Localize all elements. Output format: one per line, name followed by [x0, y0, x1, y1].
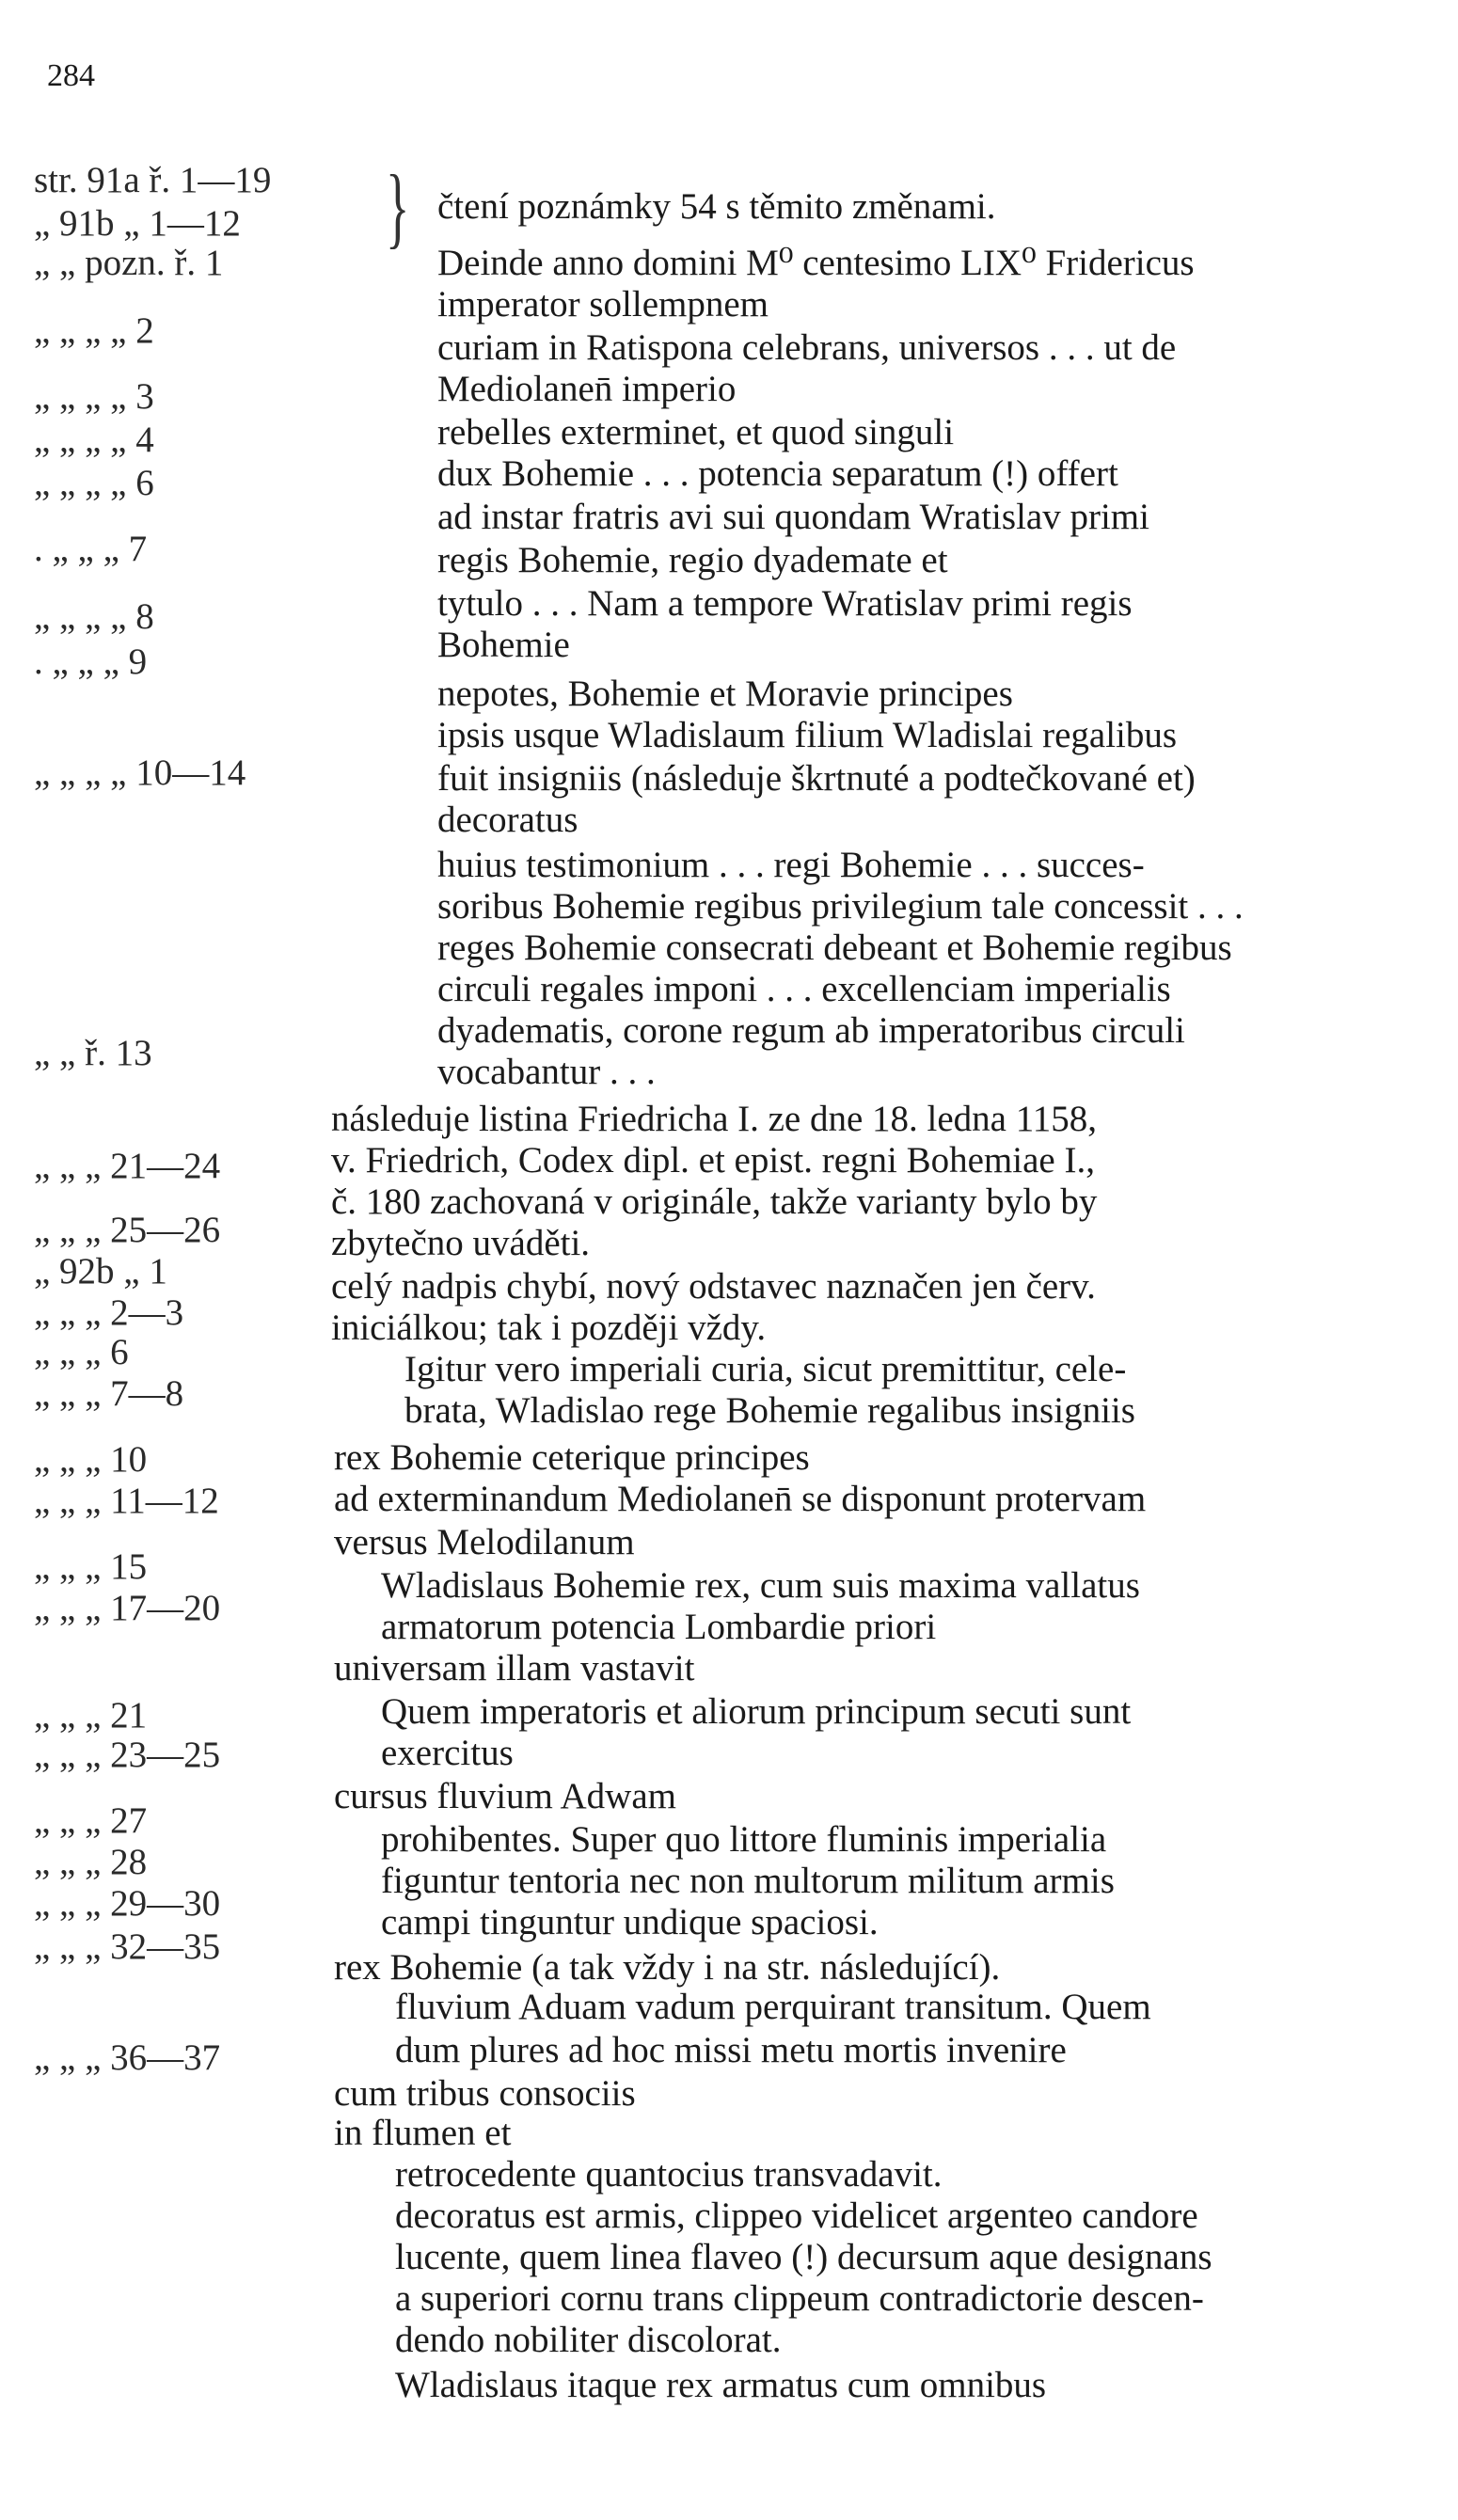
text-line: reges Bohemie consecrati debeant et Bohemie regibus: [437, 927, 1232, 968]
line-reference: „ „ „ 17—20: [34, 1588, 221, 1628]
line-reference: „ „ „ 15: [34, 1546, 148, 1587]
line-reference: „ „ „ 32—35: [34, 1926, 221, 1967]
text-line: versus Melodilanum: [334, 1522, 635, 1562]
text-line: retrocedente quantocius transvadavit.: [395, 2154, 943, 2195]
text-line: campi tinguntur undique spaciosi.: [381, 1902, 879, 1942]
text-line: regis Bohemie, regio dyademate et: [437, 540, 948, 580]
line-reference: „ „ „ 23—25: [34, 1735, 221, 1775]
line-reference: „ „ „ 11—12: [34, 1481, 219, 1521]
text-line: ipsis usque Wladislaum filium Wladislai regalibus: [437, 715, 1178, 755]
text-line: rebelles exterminet, et quod singuli: [437, 412, 955, 452]
text-line: čtení poznámky 54 s těmito změnami.: [437, 186, 996, 227]
text-line: imperator sollempnem: [437, 284, 769, 325]
text-line: následuje listina Friedricha I. ze dne 18. ledna 1158,: [331, 1099, 1098, 1139]
text-line: curiam in Ratispona celebrans, universos . . . ut de: [437, 327, 1177, 368]
line-reference: „ „ „ 27: [34, 1800, 148, 1841]
text-line: a superiori cornu trans clippeum contradictorie descen-: [395, 2278, 1204, 2319]
text-line: brata, Wladislao rege Bohemie regalibus insigniis: [404, 1390, 1135, 1431]
text-line: prohibentes. Super quo littore fluminis imperialia: [381, 1819, 1107, 1860]
text-line: exercitus: [381, 1733, 514, 1773]
text-line: figuntur tentoria nec non multorum militum armis: [381, 1861, 1115, 1901]
text-line: dux Bohemie . . . potencia separatum (!) offert: [437, 453, 1118, 494]
line-reference: „ „ ř. 13: [34, 1033, 152, 1073]
text-line: lucente, quem linea flaveo (!) decursum aque designans: [395, 2237, 1212, 2277]
text-line: v. Friedrich, Codex dipl. et epist. regni Bohemiae I.,: [331, 1140, 1095, 1181]
text-line: decoratus est armis, clippeo videlicet argenteo candore: [395, 2195, 1198, 2236]
text-line: cum tribus consociis: [334, 2073, 636, 2114]
text-line: rex Bohemie ceterique principes: [334, 1437, 810, 1478]
text-line: celý nadpis chybí, nový odstavec naznačen jen červ.: [331, 1266, 1096, 1307]
line-reference: . „ „ „ 7: [34, 529, 148, 569]
text-line: rex Bohemie (a tak vždy i na str. následující).: [334, 1947, 1001, 1988]
text-line: Mediolanen̄ imperio: [437, 369, 737, 409]
line-reference: „ „ „ „ 3: [34, 376, 154, 417]
line-reference: „ „ „ „ 2: [34, 310, 154, 351]
text-line: Wladislaus itaque rex armatus cum omnibus: [395, 2365, 1047, 2405]
text-line: nepotes, Bohemie et Moravie principes: [437, 674, 1013, 714]
text-line: zbytečno uváděti.: [331, 1223, 591, 1263]
line-reference: „ „ „ 25—26: [34, 1210, 221, 1250]
line-reference: „ „ „ 21: [34, 1695, 148, 1735]
text-line: in flumen et: [334, 2113, 512, 2153]
line-reference: „ „ „ 7—8: [34, 1373, 184, 1414]
line-reference: „ „ „ „ 6: [34, 463, 154, 503]
text-line: dyadematis, corone regum ab imperatoribus circuli: [437, 1010, 1185, 1051]
line-reference: „ „ „ 10: [34, 1439, 148, 1480]
text-line: dendo nobiliter discolorat.: [395, 2320, 782, 2360]
text-line: Wladislaus Bohemie rex, cum suis maxima vallatus: [381, 1565, 1140, 1606]
line-reference: „ 91b „ 1—12: [34, 203, 241, 244]
line-reference: „ „ „ 21—24: [34, 1146, 221, 1186]
text-line: tytulo . . . Nam a tempore Wratislav primi regis: [437, 583, 1133, 624]
text-line: iniciálkou; tak i později vždy.: [331, 1308, 767, 1348]
line-reference: . „ „ „ 9: [34, 642, 148, 682]
page-number: 284: [47, 58, 95, 93]
line-reference: „ „ „ 6: [34, 1332, 129, 1372]
text-line: decoratus: [437, 800, 578, 840]
line-reference: „ 92b „ 1: [34, 1251, 167, 1292]
line-reference: „ „ „ 28: [34, 1842, 148, 1882]
text-line: Bohemie: [437, 625, 570, 665]
text-line: vocabantur . . .: [437, 1052, 656, 1092]
text-line: Quem imperatoris et aliorum principum secuti sunt: [381, 1691, 1132, 1732]
text-line: Deinde anno domini M⁰ centesimo LIX⁰ Fridericus: [437, 243, 1195, 283]
text-line: fuit insigniis (následuje škrtnuté a podtečkované et): [437, 758, 1196, 799]
line-reference: „ „ pozn. ř. 1: [34, 243, 224, 283]
text-line: fluvium Aduam vadum perquirant transitum. Quem: [395, 1987, 1151, 2027]
line-reference: „ „ „ 2—3: [34, 1292, 184, 1333]
text-line: Igitur vero imperiali curia, sicut premittitur, cele-: [404, 1349, 1127, 1389]
text-line: dum plures ad hoc missi metu mortis invenire: [395, 2030, 1067, 2070]
text-line: č. 180 zachovaná v originále, takže varianty bylo by: [331, 1181, 1098, 1222]
line-reference: „ „ „ „ 8: [34, 596, 154, 637]
text-line: circuli regales imponi . . . excellenciam imperialis: [437, 969, 1171, 1009]
text-line: huius testimonium . . . regi Bohemie . . . succes-: [437, 845, 1145, 885]
line-reference: „ „ „ „ 10—14: [34, 753, 246, 793]
line-reference: „ „ „ 36—37: [34, 2037, 221, 2078]
text-line: universam illam vastavit: [334, 1648, 695, 1688]
brace: }: [386, 156, 410, 257]
text-line: ad instar fratris avi sui quondam Wratislav primi: [437, 497, 1149, 537]
text-line: soribus Bohemie regibus privilegium tale concessit . . .: [437, 886, 1244, 927]
line-reference: „ „ „ „ 4: [34, 420, 154, 460]
text-line: ad exterminandum Mediolanen̄ se disponunt protervam: [334, 1479, 1147, 1519]
text-line: cursus fluvium Adwam: [334, 1776, 676, 1816]
line-reference: str. 91a ř. 1—19: [34, 160, 272, 200]
text-line: armatorum potencia Lombardie priori: [381, 1607, 937, 1647]
line-reference: „ „ „ 29—30: [34, 1883, 221, 1924]
